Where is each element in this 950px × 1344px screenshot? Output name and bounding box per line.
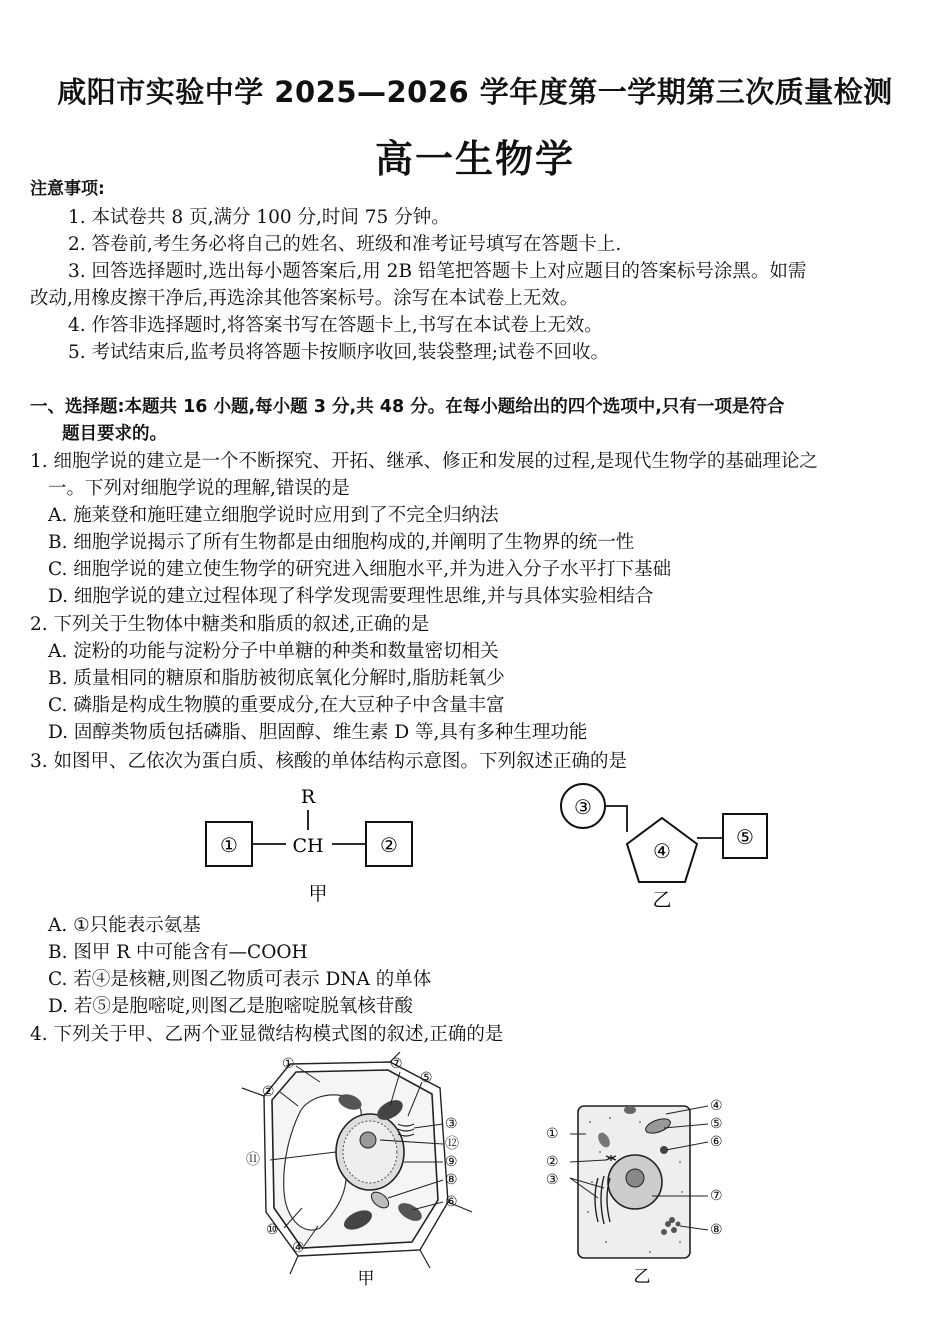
fig-jia-caption: 甲 [308,883,328,905]
q4-stem: 4. 下列关于甲、乙两个亚显微结构模式图的叙述,正确的是 [30,1024,504,1045]
plant-label-5: ⑤ [420,1070,433,1086]
plant-label-7: ⑦ [390,1056,403,1072]
q2-option-d: D. 固醇类物质包括磷脂、胆固醇、维生素 D 等,具有多种生理功能 [48,722,588,743]
plant-label-9: ⑨ [445,1154,458,1170]
r-group-label: R [300,786,316,808]
animal-fig-caption: 乙 [633,1267,651,1287]
note-item-3: 3. 回答选择题时,选出每小题答案后,用 2B 铅笔把答题卡上对应题目的答案标号涂黑。如需 [68,261,807,282]
q1-option-a: A. 施莱登和施旺建立细胞学说时应用到了不完全归纳法 [48,505,499,526]
q3-option-c: C. 若④是核糖,则图乙物质可表示 DNA 的单体 [48,969,432,990]
phosphate-label: ③ [574,795,592,819]
note-item-2: 2. 答卷前,考生务必将自己的姓名、班级和准考证号填写在答题卡上. [68,234,622,255]
plant-label-4: ④ [292,1240,305,1256]
animal-label-2: ② [546,1154,559,1170]
animal-label-8: ⑧ [710,1222,723,1238]
sugar-label: ④ [653,839,671,863]
plant-label-11: ⑪ [246,1152,260,1168]
q2-option-a: A. 淀粉的功能与淀粉分子中单糖的种类和数量密切相关 [48,641,499,662]
q2-option-c: C. 磷脂是构成生物膜的重要成分,在大豆种子中含量丰富 [48,695,505,716]
animal-label-5: ⑤ [710,1116,723,1132]
fig-yi-caption: 乙 [652,889,672,911]
ch-label: CH [292,835,324,857]
notes-heading: 注意事项: [30,179,105,199]
animal-cell-diagram [540,1092,740,1292]
q1-option-d: D. 细胞学说的建立过程体现了科学发现需要理性思维,并与具体实验相结合 [48,586,654,607]
exam-title: 咸阳市实验中学 2025—2026 学年度第一学期第三次质量检测 [57,75,893,109]
note-item-5: 5. 考试结束后,监考员将答题卡按顺序收回,装袋整理;试卷不回收。 [68,342,610,363]
q1-stem-cont: 一。下列对细胞学说的理解,错误的是 [48,478,350,499]
animal-label-7: ⑦ [710,1188,723,1204]
q3-stem: 3. 如图甲、乙依次为蛋白质、核酸的单体结构示意图。下列叙述正确的是 [30,751,628,772]
amino-acid-diagram [190,780,450,910]
base-label: ⑤ [736,825,754,849]
label-2: ② [380,833,398,857]
subject-title: 高一生物学 [374,137,575,181]
plant-label-6: ⑥ [445,1194,458,1210]
animal-label-1: ① [546,1126,559,1142]
note-item-1: 1. 本试卷共 8 页,满分 100 分,时间 75 分钟。 [68,207,450,228]
plant-label-3: ③ [445,1116,458,1132]
animal-label-3: ③ [546,1172,559,1188]
section1-heading-cont: 题目要求的。 [62,424,167,444]
q2-stem: 2. 下列关于生物体中糖类和脂质的叙述,正确的是 [30,614,430,635]
plant-label-12: ⑫ [445,1136,459,1152]
plant-label-2: ② [262,1084,275,1100]
plant-cell-diagram [240,1052,480,1292]
q3-option-d: D. 若⑤是胞嘧啶,则图乙是胞嘧啶脱氧核苷酸 [48,996,413,1017]
q1-option-c: C. 细胞学说的建立使生物学的研究进入细胞水平,并为进入分子水平打下基础 [48,559,672,580]
plant-label-1: ① [282,1056,295,1072]
q2-option-b: B. 质量相同的糖原和脂肪被彻底氧化分解时,脂肪耗氧少 [48,668,505,689]
animal-label-6: ⑥ [710,1134,723,1150]
q1-option-b: B. 细胞学说揭示了所有生物都是由细胞构成的,并阐明了生物界的统一性 [48,532,635,553]
animal-label-4: ④ [710,1098,723,1114]
q1-stem: 1. 细胞学说的建立是一个不断探究、开拓、继承、修正和发展的过程,是现代生物学的基础理论之 [30,451,818,472]
q3-option-a: A. ①只能表示氨基 [48,915,201,936]
nucleotide-diagram [545,778,780,913]
plant-label-10: ⑩ [266,1222,279,1238]
note-item-4: 4. 作答非选择题时,将答案书写在答题卡上,书写在本试卷上无效。 [68,315,603,336]
q3-option-b: B. 图甲 R 中可能含有—COOH [48,942,308,963]
note-item-3-cont: 改动,用橡皮擦干净后,再选涂其他答案标号。涂写在本试卷上无效。 [30,288,579,309]
label-1: ① [220,833,238,857]
plant-fig-caption: 甲 [357,1269,375,1289]
plant-label-8: ⑧ [445,1172,458,1188]
section1-heading: 一、选择题:本题共 16 小题,每小题 3 分,共 48 分。在每小题给出的四个选项中,只有一项是符合 [30,397,785,417]
